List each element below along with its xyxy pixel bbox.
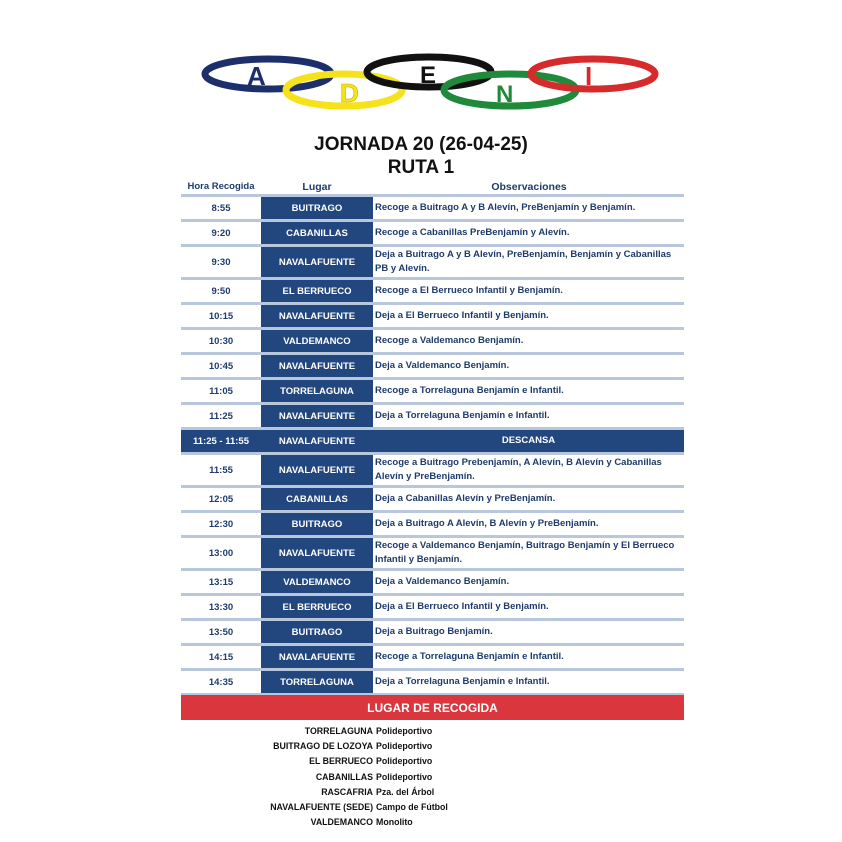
row-observation: Recoge a Valdemanco Benjamín. <box>375 335 524 346</box>
row-place: CABANILLAS <box>261 488 373 510</box>
table-row <box>181 377 684 402</box>
row-time: 11:05 <box>209 385 233 397</box>
row-place: EL BERRUECO <box>261 596 373 618</box>
row-observation: Deja a Torrelaguna Benjamín e Infantil. <box>375 410 550 421</box>
row-place: TORRELAGUNA <box>261 380 373 402</box>
row-time: 13:15 <box>208 576 234 588</box>
row-time: 8:55 <box>211 202 231 214</box>
table-row-rest <box>181 427 684 452</box>
table-row <box>181 402 684 427</box>
row-time: 9:30 <box>211 256 231 268</box>
table-row <box>181 668 684 696</box>
row-time: 11:25 - 11:55 <box>193 435 249 447</box>
adeni-logo <box>200 52 662 114</box>
table-row <box>181 485 684 510</box>
row-time: 14:35 <box>208 676 234 688</box>
column-header-observations: Observaciones <box>491 181 567 193</box>
table-row <box>181 327 684 352</box>
row-observation: Deja a Buitrago A y B Alevín, PreBenjamín, Benjamín y Cabanillas PB y Alevín. <box>375 249 672 274</box>
pickup-town: EL BERRUECO <box>309 756 373 767</box>
pickup-spot: Pza. del Árbol <box>376 786 435 797</box>
row-place: TORRELAGUNA <box>261 671 373 693</box>
row-time: 13:50 <box>208 626 234 638</box>
table-row <box>181 510 684 535</box>
logo-letter-d: D <box>340 78 359 108</box>
row-time: 9:20 <box>211 227 231 239</box>
row-time: 11:25 <box>209 410 233 422</box>
column-header-place: Lugar <box>302 181 332 193</box>
pickup-item <box>180 738 580 753</box>
row-observation: Recoge a Torrelaguna Benjamín e Infantil. <box>375 651 564 662</box>
row-observation: Deja a Valdemanco Benjamín. <box>375 576 510 587</box>
row-time: 10:30 <box>208 335 234 347</box>
pickup-town: RASCAFRIA <box>321 786 373 797</box>
table-row <box>181 277 684 302</box>
row-observation: Deja a El Berrueco Infantil y Benjamín. <box>375 310 549 321</box>
pickup-town: BUITRAGO DE LOZOYA <box>273 740 373 751</box>
pickup-spot: Polideportivo <box>376 740 433 751</box>
logo-letter-i: I <box>585 61 593 91</box>
row-observation: Deja a Torrelaguna Benjamín e Infantil. <box>375 676 550 687</box>
row-place: NAVALAFUENTE <box>261 430 373 452</box>
pickup-spot: Monolito <box>376 817 413 828</box>
table-row <box>181 244 684 277</box>
pickup-spot: Campo de Fútbol <box>376 802 448 813</box>
row-observation: Recoge a Torrelaguna Benjamín e Infantil. <box>375 385 564 396</box>
page-subtitle: RUTA 1 <box>387 157 455 178</box>
pickup-spot: Polideportivo <box>376 771 433 782</box>
table-row <box>181 194 684 219</box>
row-time: 13:00 <box>208 547 234 559</box>
schedule-table <box>181 194 684 696</box>
pickup-section-title: LUGAR DE RECOGIDA <box>181 695 684 720</box>
row-place: NAVALAFUENTE <box>261 355 373 377</box>
pickup-item <box>180 784 580 799</box>
pickup-item <box>180 723 580 738</box>
logo-letter-a: A <box>247 61 266 91</box>
row-place: NAVALAFUENTE <box>261 538 373 568</box>
row-time: 13:30 <box>208 601 234 613</box>
row-observation: Recoge a Cabanillas PreBenjamín y Alevín. <box>375 227 570 238</box>
pickup-town: TORRELAGUNA <box>304 725 373 736</box>
table-row <box>181 535 684 568</box>
row-place: BUITRAGO <box>261 197 373 219</box>
logo-letter-n: N <box>496 81 514 108</box>
row-time: 9:50 <box>211 285 231 297</box>
pickup-item <box>180 754 580 769</box>
column-header-time: Hora Recogida <box>187 181 255 192</box>
pickup-town: NAVALAFUENTE (SEDE) <box>270 802 373 813</box>
row-place: NAVALAFUENTE <box>261 305 373 327</box>
row-place: NAVALAFUENTE <box>261 405 373 427</box>
row-observation: Deja a Valdemanco Benjamín. <box>375 360 510 371</box>
row-place: BUITRAGO <box>261 621 373 643</box>
pickup-spot: Polideportivo <box>376 756 433 767</box>
row-observation: Recoge a Valdemanco Benjamín, Buitrago Benjamín y El Berrueco Infantil y Benjamín. <box>375 540 675 565</box>
row-observation: Deja a Cabanillas Alevín y PreBenjamín. <box>375 493 556 504</box>
row-observation: Recoge a Buitrago A y B Alevín, PreBenjamín y Benjamín. <box>375 202 636 213</box>
row-place: BUITRAGO <box>261 513 373 535</box>
page-title: JORNADA 20 (26-04-25) <box>314 134 528 155</box>
table-row <box>181 219 684 244</box>
row-place: NAVALAFUENTE <box>261 646 373 668</box>
pickup-list <box>180 723 580 830</box>
pickup-spot: Polideportivo <box>376 725 433 736</box>
row-observation: Recoge a El Berrueco Infantil y Benjamín. <box>375 285 563 296</box>
pickup-item <box>180 815 580 830</box>
table-row <box>181 352 684 377</box>
pickup-town: VALDEMANCO <box>310 817 373 828</box>
table-row <box>181 568 684 593</box>
row-time: 12:05 <box>208 493 234 505</box>
row-place: NAVALAFUENTE <box>261 247 373 277</box>
row-place: VALDEMANCO <box>261 330 373 352</box>
row-time: 12:30 <box>208 518 234 530</box>
row-time: 10:15 <box>208 310 234 322</box>
pickup-item <box>180 769 580 784</box>
row-time: 10:45 <box>208 360 234 372</box>
table-row <box>181 618 684 643</box>
table-row <box>181 643 684 668</box>
table-row <box>181 452 684 485</box>
row-observation: Deja a El Berrueco Infantil y Benjamín. <box>375 601 549 612</box>
row-place: NAVALAFUENTE <box>261 455 373 485</box>
row-observation: Deja a Buitrago Benjamín. <box>375 626 493 637</box>
pickup-item <box>180 799 580 814</box>
row-observation: DESCANSA <box>501 435 556 446</box>
row-place: EL BERRUECO <box>261 280 373 302</box>
row-observation: Recoge a Buitrago Prebenjamín, A Alevín, B Alevín y Cabanillas Alevín y PreBenjamín. <box>375 457 662 482</box>
row-observation: Deja a Buitrago A Alevín, B Alevín y PreBenjamín. <box>375 518 599 529</box>
row-place: VALDEMANCO <box>261 571 373 593</box>
row-time: 11:55 <box>209 464 233 476</box>
table-row <box>181 593 684 618</box>
table-row <box>181 302 684 327</box>
row-place: CABANILLAS <box>261 222 373 244</box>
pickup-town: CABANILLAS <box>315 771 373 782</box>
logo-letter-e: E <box>420 62 437 89</box>
row-time: 14:15 <box>208 651 234 663</box>
